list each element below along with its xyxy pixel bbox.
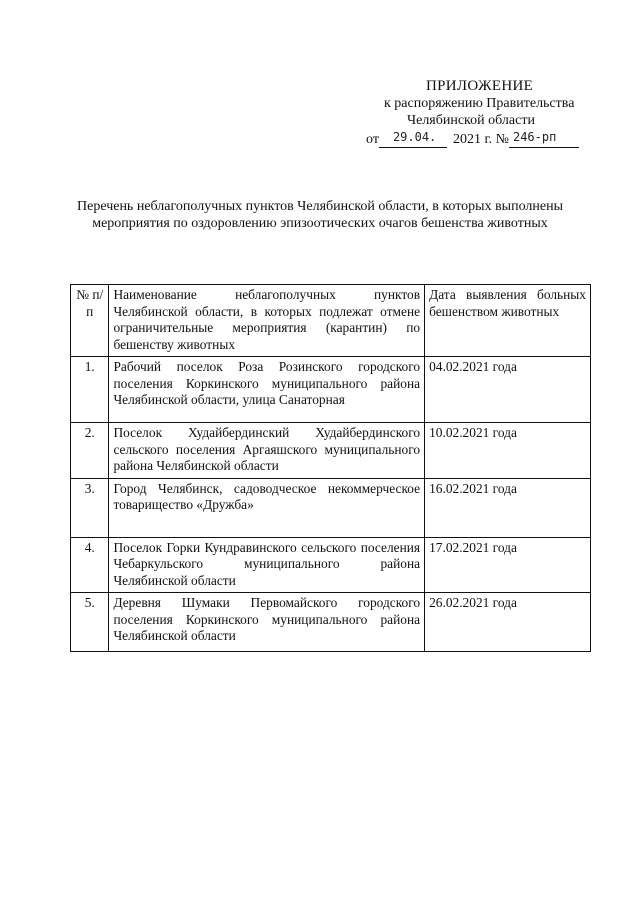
date-field <box>379 130 447 148</box>
row-name: Поселок Горки Кундравинского сельского поселения Чебаркульского муниципального района Челябинской области <box>109 537 425 593</box>
document-title: Перечень неблагополучных пунктов Челябинской области, в которых выполнены мероприятия по оздоровлению эпизоотических очагов бешенства животных <box>77 199 563 231</box>
row-name: Поселок Худайбердинский Худайбердинского сельского поселения Аргаяшского муниципального района Челябинской области <box>109 423 425 479</box>
row-num: 5. <box>71 593 109 652</box>
table-row <box>71 478 591 537</box>
number-field <box>509 130 579 148</box>
row-name: Город Челябинск, садоводческое некоммерческое товарищество «Дружба» <box>109 478 425 537</box>
row-date: 26.02.2021 года <box>425 593 591 652</box>
table-row <box>71 593 591 652</box>
appendix-region-line: Челябинской области <box>407 113 535 128</box>
appendix-order-line: к распоряжению Правительства <box>384 96 575 111</box>
row-num: 2. <box>71 423 109 479</box>
date-prefix: от <box>366 132 379 147</box>
number-value: 246-рп <box>512 130 557 144</box>
table-row <box>71 357 591 423</box>
row-num: 3. <box>71 478 109 537</box>
header-name: Наименование неблагополучных пунктов Челябинской области, в которых подлежат отмене ограничительные мероприятия (карантин) по бешенству животных <box>109 285 425 357</box>
header-date: Дата выявления больных бешенством животных <box>425 285 591 357</box>
row-name: Рабочий поселок Роза Розинского городского поселения Коркинского муниципального района Челябинской области, улица Санаторная <box>109 357 425 423</box>
row-date: 04.02.2021 года <box>425 357 591 423</box>
appendix-date-number-line <box>366 130 579 148</box>
table-header-row <box>71 285 591 357</box>
date-value: 29.04. <box>392 130 437 144</box>
row-date: 10.02.2021 года <box>425 423 591 479</box>
row-date: 16.02.2021 года <box>425 478 591 537</box>
row-name: Деревня Шумаки Первомайского городского поселения Коркинского муниципального района Челябинской области <box>109 593 425 652</box>
locations-table <box>70 284 591 652</box>
year-number-label: 2021 г. № <box>452 132 509 147</box>
table-row <box>71 423 591 479</box>
appendix-title: ПРИЛОЖЕНИЕ <box>426 78 534 94</box>
header-num: № п/п <box>71 285 109 357</box>
row-date: 17.02.2021 года <box>425 537 591 593</box>
row-num: 4. <box>71 537 109 593</box>
table-row <box>71 537 591 593</box>
row-num: 1. <box>71 357 109 423</box>
